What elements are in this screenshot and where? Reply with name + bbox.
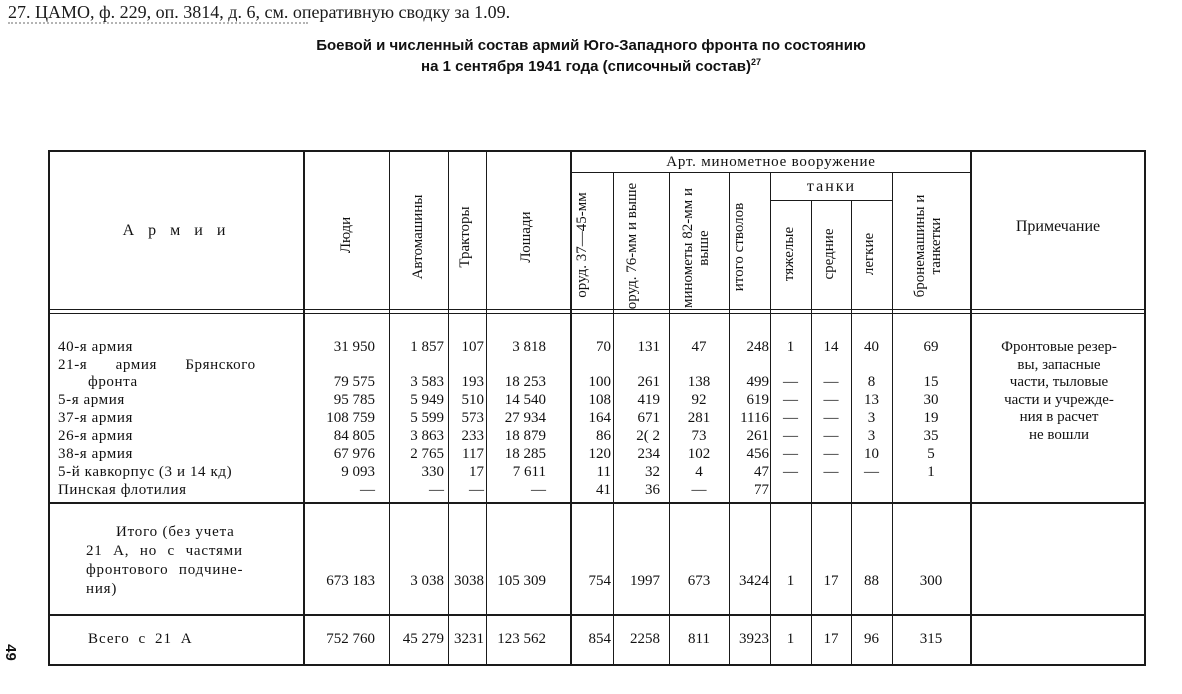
- cell-total: 456: [746, 446, 769, 462]
- cell-medium: 17: [823, 573, 839, 589]
- cell-vehicles: 3 583: [410, 374, 444, 390]
- cell-total: 248: [746, 339, 769, 355]
- header-armored: бронемашины и танкетки: [912, 194, 944, 298]
- cell-mortars: 281: [687, 410, 711, 426]
- cell-medium: 14: [823, 339, 839, 355]
- army-name: 38-я армия: [58, 446, 133, 462]
- army-name: Пинская флотилия: [58, 482, 187, 498]
- cell-heavy: 1: [786, 631, 795, 647]
- cell-mortars: 4: [695, 464, 703, 480]
- cell-tractors: 17: [469, 464, 484, 480]
- cell-guns-37-45: 164: [588, 410, 611, 426]
- cell-guns-76: 36: [645, 482, 660, 498]
- cell-light: 88: [864, 573, 879, 589]
- cell-mortars: 47: [691, 339, 707, 355]
- cell-mortars: —: [691, 482, 707, 498]
- cell-total: 619: [746, 392, 769, 408]
- cell-people: —: [360, 482, 375, 498]
- army-name: 26-я армия: [58, 428, 133, 444]
- header-artillery-group: Арт. минометное вооружение: [666, 154, 876, 170]
- army-name: 5-й кавкорпус (3 и 14 кд): [58, 464, 233, 480]
- source-footnote: 27. ЦАМО, ф. 229, оп. 3814, д. 6, см. оперативную сводку за 1.09.: [8, 2, 511, 22]
- cell-guns-37-45: 754: [588, 573, 611, 589]
- header-tanks-heavy: тяжелые: [781, 226, 797, 282]
- header-mortars: минометы 82-мм и выше: [680, 187, 712, 309]
- title-footnote-ref: 27: [750, 57, 761, 67]
- cell-mortars: 92: [691, 392, 707, 408]
- cell-medium: —: [823, 392, 839, 408]
- cell-guns-76: 32: [645, 464, 660, 480]
- cell-people: 9 093: [341, 464, 375, 480]
- cell-guns-37-45: 108: [588, 392, 611, 408]
- cell-guns-76: 1997: [630, 573, 660, 589]
- cell-medium: —: [823, 428, 839, 444]
- cell-medium: —: [823, 464, 839, 480]
- cell-guns-37-45: 100: [588, 374, 611, 390]
- cell-vehicles: 1 857: [410, 339, 444, 355]
- header-guns-37-45: оруд. 37—45-мм: [574, 192, 590, 298]
- total-label-line: Итого (без учета: [116, 524, 235, 540]
- cell-vehicles: 5 949: [410, 392, 444, 408]
- cell-people: 95 785: [333, 392, 375, 408]
- header-horses: Лошади: [518, 211, 534, 263]
- cell-medium: —: [823, 410, 839, 426]
- cell-guns-76: 419: [637, 392, 660, 408]
- cell-medium: —: [823, 374, 839, 390]
- army-name: 21-я армия Брянского: [58, 357, 256, 373]
- cell-guns-37-45: 70: [596, 339, 611, 355]
- note-line: части и учрежде-: [1004, 391, 1114, 408]
- cell-light: 96: [864, 631, 879, 647]
- cell-heavy: —: [783, 374, 798, 390]
- cell-guns-76: 261: [637, 374, 660, 390]
- note-line: ния в расчет: [1019, 409, 1099, 425]
- header-army: А р м и и: [122, 221, 231, 239]
- cell-guns-37-45: 854: [588, 631, 611, 647]
- cell-vehicles: 330: [421, 464, 444, 480]
- table-title-line-1: Боевой и численный состав армий Юго-Западного фронта по состоянию: [316, 37, 866, 54]
- cell-horses: 105 309: [497, 573, 546, 589]
- header-note: Примечание: [1015, 218, 1101, 235]
- cell-people: 79 575: [333, 374, 375, 390]
- cell-total: 1116: [740, 410, 769, 426]
- cell-armored: 35: [923, 428, 939, 444]
- cell-guns-76: 2258: [630, 631, 660, 647]
- header-guns-76: оруд. 76-мм и выше: [624, 182, 640, 310]
- note-text: [972, 339, 1146, 444]
- cell-people: 31 950: [333, 339, 375, 355]
- cell-heavy: —: [783, 446, 798, 462]
- cell-light: 13: [864, 392, 879, 408]
- cell-tractors: 3038: [454, 573, 484, 589]
- cell-horses: 18 285: [504, 446, 546, 462]
- cell-guns-37-45: 120: [588, 446, 611, 462]
- cell-armored: 15: [923, 374, 939, 390]
- army-name: 40-я армия: [58, 339, 133, 355]
- cell-tractors: 193: [461, 374, 484, 390]
- cell-heavy: 1: [786, 339, 795, 355]
- grand-total-label: Всего с 21 А: [88, 631, 193, 647]
- cell-light: —: [864, 464, 879, 480]
- cell-light: 8: [867, 374, 876, 390]
- cell-people: 67 976: [333, 446, 375, 462]
- cell-total: 47: [754, 464, 769, 480]
- cell-light: 3: [867, 410, 876, 426]
- cell-people: 108 759: [326, 410, 375, 426]
- cell-horses: 123 562: [497, 631, 546, 647]
- header-total-barrels: итого стволов: [731, 202, 747, 292]
- cell-total: 77: [754, 482, 769, 498]
- cell-tractors: 573: [461, 410, 484, 426]
- header-tanks-group: танки: [806, 178, 857, 195]
- cell-heavy: —: [783, 428, 798, 444]
- cell-mortars: 811: [688, 631, 710, 647]
- army-name: 5-я армия: [58, 392, 125, 408]
- cell-light: 40: [864, 339, 879, 355]
- total-label-line: 21 А, но с частями: [86, 543, 243, 559]
- cell-total: 261: [746, 428, 769, 444]
- cell-vehicles: 3 038: [410, 573, 444, 589]
- cell-horses: 14 540: [504, 392, 546, 408]
- cell-tractors: 233: [461, 428, 484, 444]
- total-label-line: ния): [86, 581, 118, 597]
- cell-horses: 18 879: [504, 428, 546, 444]
- cell-mortars: 102: [687, 446, 711, 462]
- cell-light: 10: [864, 446, 879, 462]
- cell-heavy: 1: [786, 573, 795, 589]
- cell-mortars: 138: [687, 374, 711, 390]
- cell-heavy: —: [783, 464, 798, 480]
- cell-medium: 17: [823, 631, 839, 647]
- cell-total: 3424: [739, 573, 769, 589]
- cell-vehicles: 2 765: [410, 446, 444, 462]
- cell-tractors: 107: [461, 339, 484, 355]
- total-row-label: [58, 523, 298, 599]
- cell-armored: 5: [927, 446, 935, 462]
- cell-guns-76: 234: [637, 446, 660, 462]
- cell-medium: —: [823, 446, 839, 462]
- cell-people: 673 183: [326, 573, 375, 589]
- cell-vehicles: —: [429, 482, 444, 498]
- cell-vehicles: 45 279: [402, 631, 444, 647]
- cell-heavy: —: [783, 392, 798, 408]
- army-name: 37-я армия: [58, 410, 133, 426]
- header-tanks-light: легкие: [861, 232, 877, 276]
- cell-guns-76: 131: [637, 339, 660, 355]
- note-line: не вошли: [1029, 426, 1089, 443]
- cell-guns-76: 671: [637, 410, 660, 426]
- cell-armored: 300: [919, 573, 943, 589]
- note-line: части, тыловые: [1009, 374, 1109, 390]
- cell-horses: 18 253: [504, 374, 546, 390]
- cell-tractors: 117: [462, 446, 484, 462]
- title-line-2-text: на 1 сентября 1941 года (списочный состав): [421, 58, 751, 75]
- cell-vehicles: 3 863: [410, 428, 444, 444]
- cell-armored: 1: [927, 464, 935, 480]
- header-people: Люди: [338, 216, 354, 254]
- cell-light: 3: [867, 428, 876, 444]
- page-number: 49: [1, 644, 19, 661]
- header-tractors: Тракторы: [457, 206, 473, 268]
- header-vehicles: Автомашины: [410, 194, 426, 280]
- cell-vehicles: 5 599: [410, 410, 444, 426]
- cell-guns-37-45: 86: [596, 428, 611, 444]
- army-name-continued: фронта: [88, 374, 138, 390]
- cell-tractors: 3231: [454, 631, 484, 647]
- cell-mortars: 673: [687, 573, 711, 589]
- cell-total: 499: [746, 374, 769, 390]
- cell-armored: 19: [923, 410, 939, 426]
- cell-armored: 315: [919, 631, 943, 647]
- cell-tractors: —: [469, 482, 484, 498]
- cell-guns-37-45: 41: [596, 482, 611, 498]
- note-line: вы, запасные: [1017, 356, 1101, 373]
- cell-total: 3923: [739, 631, 769, 647]
- cell-guns-37-45: 11: [596, 464, 611, 480]
- cell-mortars: 73: [691, 428, 707, 444]
- cell-people: 84 805: [333, 428, 375, 444]
- cell-armored: 30: [923, 392, 939, 408]
- note-line: Фронтовые резер-: [1001, 339, 1117, 355]
- cell-guns-76: 2( 2: [636, 428, 660, 444]
- header-tanks-medium: средние: [821, 228, 837, 280]
- cell-horses: 27 934: [504, 410, 546, 426]
- cell-horses: 3 818: [512, 339, 546, 355]
- cell-horses: 7 611: [512, 464, 546, 480]
- cell-horses: —: [531, 482, 546, 498]
- cell-tractors: 510: [461, 392, 484, 408]
- cell-heavy: —: [783, 410, 798, 426]
- cell-armored: 69: [923, 339, 939, 355]
- cell-people: 752 760: [326, 631, 375, 647]
- total-label-line: фронтового подчине-: [86, 562, 244, 578]
